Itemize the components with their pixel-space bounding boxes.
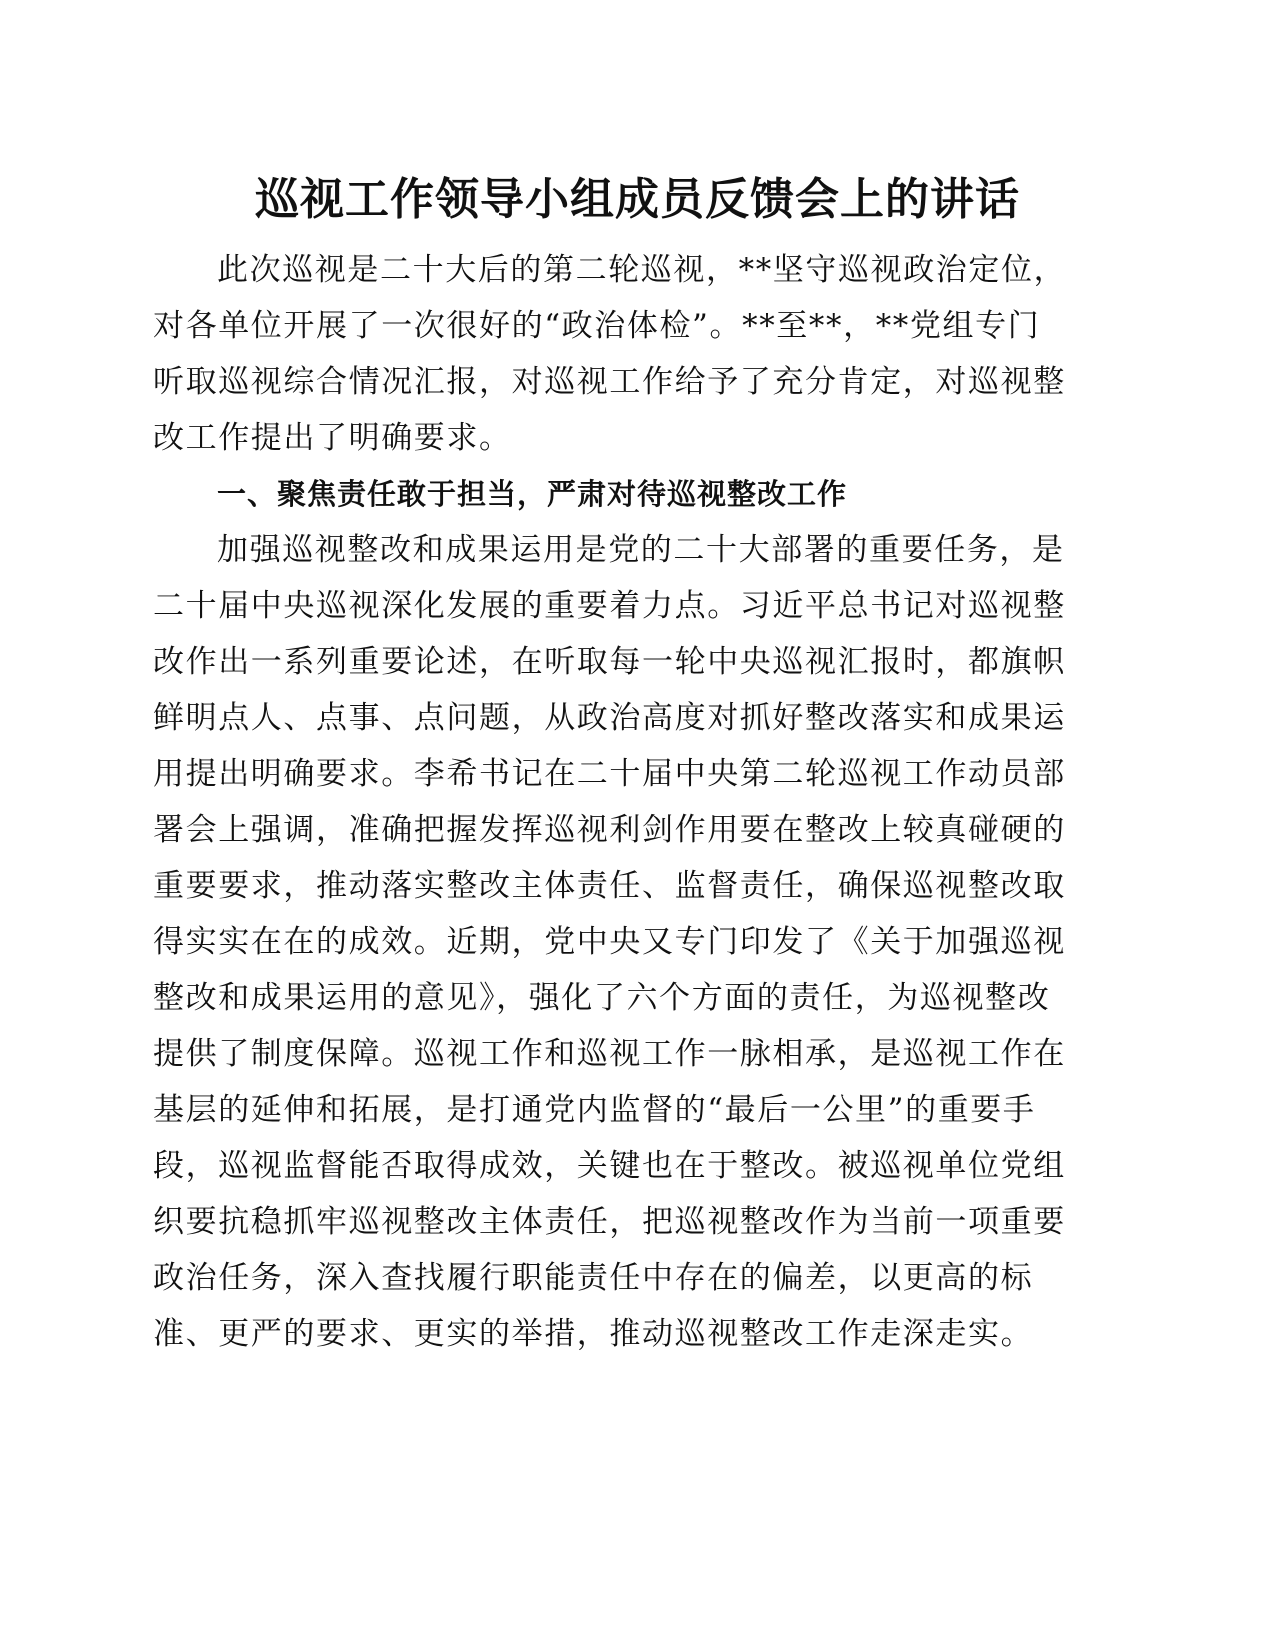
intro-line-2: 对各单位开展了一次很好的“政治体检”。**至**，**党组专门: [153, 308, 1041, 344]
section1-line-2: 二十届中央巡视深化发展的重要着力点。习近平总书记对巡视整: [153, 588, 1066, 624]
document-title: 巡视工作领导小组成员反馈会上的讲话: [255, 174, 1020, 225]
section1-line-10: 提供了制度保障。巡视工作和巡视工作一脉相承，是巡视工作在: [153, 1036, 1066, 1072]
intro-line-4: 改工作提出了明确要求。: [153, 420, 512, 456]
section1-line-13: 织要抗稳抓牢巡视整改主体责任，把巡视整改作为当前一项重要: [153, 1204, 1066, 1240]
section1-line-1: 加强巡视整改和成果运用是党的二十大部署的重要任务，是: [217, 532, 1065, 568]
section1-line-15: 准、更严的要求、更实的举措，推动巡视整改工作走深走实。: [153, 1316, 1034, 1352]
intro-line-1: 此次巡视是二十大后的第二轮巡视，**坚守巡视政治定位，: [217, 252, 1067, 288]
section1-line-4: 鲜明点人、点事、点问题，从政治高度对抓好整改落实和成果运: [153, 700, 1066, 736]
intro-line-3: 听取巡视综合情况汇报，对巡视工作给予了充分肯定，对巡视整: [153, 364, 1066, 400]
section1-line-11: 基层的延伸和拓展，是打通党内监督的“最后一公里”的重要手: [153, 1092, 1036, 1128]
section1-line-12: 段，巡视监督能否取得成效，关键也在于整改。被巡视单位党组: [153, 1148, 1066, 1184]
section1-line-8: 得实实在在的成效。近期，党中央又专门印发了《关于加强巡视: [153, 924, 1066, 960]
section1-line-5: 用提出明确要求。李希书记在二十届中央第二轮巡视工作动员部: [153, 756, 1066, 792]
section-heading-1: 一、聚焦责任敢于担当，严肃对待巡视整改工作: [217, 477, 848, 511]
section1-line-9: 整改和成果运用的意见》，强化了六个方面的责任，为巡视整改: [153, 980, 1051, 1016]
section1-line-14: 政治任务，深入查找履行职能责任中存在的偏差，以更高的标: [153, 1260, 1034, 1296]
section1-line-3: 改作出一系列重要论述，在听取每一轮中央巡视汇报时，都旗帜: [153, 644, 1066, 680]
section1-line-6: 署会上强调，准确把握发挥巡视利剑作用要在整改上较真碰硬的: [153, 812, 1066, 848]
section1-line-7: 重要要求，推动落实整改主体责任、监督责任，确保巡视整改取: [153, 868, 1066, 904]
